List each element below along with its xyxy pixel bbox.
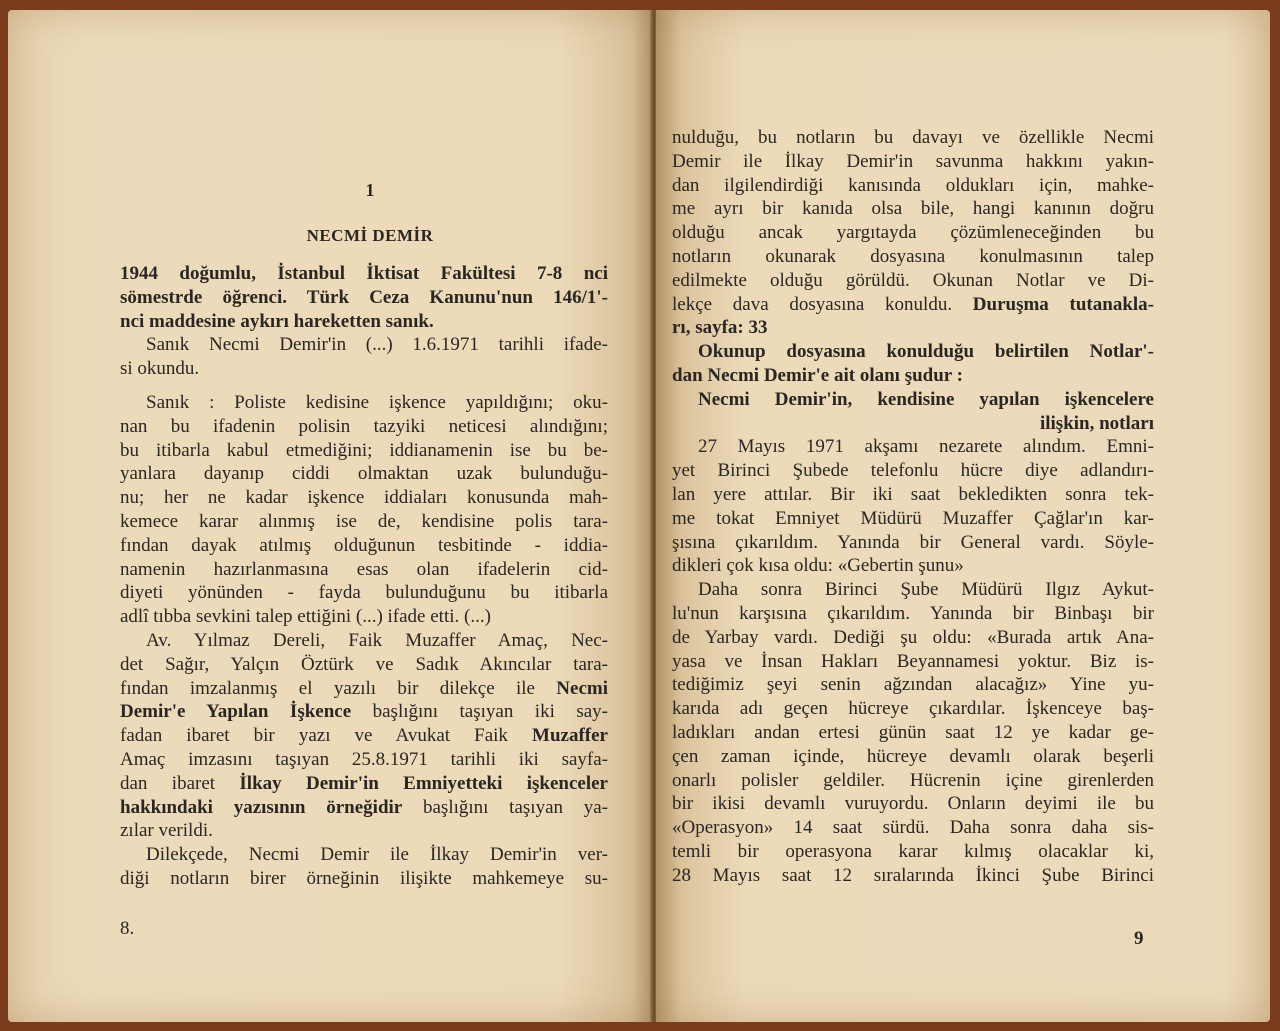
text-line: Amaç imzasını taşıyan 25.8.1971 tarihli iki sayfa-: [120, 748, 608, 770]
text-line: «Operasyon» 14 saat sürdü. Daha sonra daha sis-: [672, 817, 1154, 839]
page-number-left: 8.: [120, 918, 135, 939]
paragraph-gap: [120, 381, 608, 391]
text-line: dan Necmi Demir'e ait olanı şudur :: [672, 364, 963, 386]
text-line: diyeti yönünden - fayda bulunduğunu bu itibarla: [120, 582, 608, 604]
text-line: adlî tıbba sevkini talep ettiğini (...) ifade etti. (...): [120, 606, 491, 628]
text-line: Demir ile İlkay Demir'in savunma hakkını yakın-: [672, 150, 1154, 172]
text-line: Daha sonra Birinci Şube Müdürü Ilgız Aykut-: [698, 579, 1154, 601]
text-line: diği notların birer örneğinin ilişikte mahkemeye su-: [120, 867, 608, 889]
text-line: karıda adı geçen hücreye çıkardılar. İşkenceye baş-: [672, 698, 1154, 720]
text-line: dan ilgilendirdiği kanısında oldukları için, mahke-: [672, 174, 1154, 196]
left-page: [8, 10, 652, 1022]
text-line: nci maddesine aykırı hareketten sanık.: [120, 310, 434, 332]
text-line: dikleri çok kısa oldu: «Gebertin şunu»: [672, 555, 964, 577]
text-line: bu itibarla kabul etmediğini; iddianamenin ise bu be-: [120, 439, 608, 461]
text-line: dan ibaret İlkay Demir'in Emniyetteki işkenceler: [120, 772, 608, 794]
text-line: yasa ve İnsan Hakları Beyannamesi yoktur. Biz is-: [672, 650, 1154, 672]
text-line: notların okunarak dosyasına konulmasının talep: [672, 245, 1154, 267]
text-line: kemece karar alınmış ise de, kendisine polis tara-: [120, 510, 608, 532]
text-line: nan bu ifadenin polisin tazyiki neticesi alındığını;: [120, 415, 608, 437]
text-line: det Sağır, Yalçın Öztürk ve Sadık Akıncılar tara-: [120, 653, 608, 675]
text-line: fadan ibaret bir yazı ve Avukat Faik Muzaffer: [120, 725, 608, 747]
chapter-number: 1: [365, 180, 375, 200]
chapter-title: NECMİ DEMİR: [306, 226, 434, 245]
text-line: Sanık : Poliste kedisine işkence yapıldığını; oku-: [146, 391, 608, 413]
text-line: fından dayak atılmış olduğunun tesbitinde - iddia-: [120, 534, 608, 556]
text-line: nulduğu, bu notların bu davayı ve özellikle Necmi: [672, 127, 1154, 148]
text-line: Dilekçede, Necmi Demir ile İlkay Demir'in ver-: [146, 844, 608, 866]
text-line: si okundu.: [120, 358, 200, 380]
text-line: ladıkları andan ertesi günün saat 12 ye kadar ge-: [672, 721, 1154, 743]
page-number-right: 9: [1134, 928, 1144, 949]
text-line: rı, sayfa: 33: [672, 317, 768, 339]
text-line: olduğu ancak yargıtayda çözümleneceğinden bu: [672, 222, 1154, 244]
right-page: [656, 10, 1270, 1022]
text-line: zılar verildi.: [120, 820, 213, 842]
text-line: tediğimiz şeyi senin ağzından alacağız» Yine yu-: [672, 674, 1154, 696]
text-line: şısına çıkarıldım. Yanında bir General vardı. Söyle-: [672, 531, 1154, 553]
text-line: lu'nun karşısına çıkarıldım. Yanında bir Binbaşı bir: [672, 602, 1154, 624]
text-line: hakkındaki yazısının örneğidir başlığını taşıyan ya-: [120, 796, 608, 818]
text-line: Okunup dosyasına konulduğu belirtilen Notlar'-: [698, 341, 1154, 363]
text-line: sömestrde öğrenci. Türk Ceza Kanunu'nun 146/1'-: [120, 286, 608, 308]
text-line: ilişkin, notları: [1039, 412, 1154, 434]
text-line: yanlara dayanıp ciddi olmaktan uzak bulunduğu-: [120, 463, 608, 485]
text-line: 27 Mayıs 1971 akşamı nezarete alındım. Emni-: [698, 436, 1154, 458]
text-line: namenin hazırlanmasına esas olan ifadelerin cid-: [120, 558, 608, 580]
text-line: me ayrı bir kanıda olsa bile, hangi kanının doğru: [672, 198, 1154, 220]
text-line: Sanık Necmi Demir'in (...) 1.6.1971 tarihli ifade-: [146, 334, 608, 356]
text-line: fından imzalanmış el yazılı bir dilekçe ile Necmi: [120, 677, 608, 699]
text-line: 1944 doğumlu, İstanbul İktisat Fakültesi 7-8 nci: [120, 263, 608, 284]
text-line: Necmi Demir'in, kendisine yapılan işkencelere: [698, 388, 1154, 410]
text-line: de Yarbay vardı. Dediği şu oldu: «Burada artık Ana-: [672, 626, 1154, 648]
text-line: yet Birinci Şubede telefonlu hücre diye adlandırı-: [672, 460, 1154, 482]
text-line: edilmekte olduğu görüldü. Okunan Notlar ve Di-: [672, 269, 1154, 291]
text-line: onarlı polisler geldiler. Hücrenin içine girenlerden: [672, 769, 1154, 791]
text-line: 28 Mayıs saat 12 sıralarında İkinci Şube Birinci: [672, 864, 1154, 886]
text-line: nu; her ne kadar işkence iddiaları konusunda mah-: [120, 487, 608, 509]
text-line: me tokat Emniyet Müdürü Muzaffer Çağlar'ın kar-: [672, 507, 1154, 529]
text-line: Av. Yılmaz Dereli, Faik Muzaffer Amaç, Nec-: [146, 629, 608, 651]
right-page-text: [672, 126, 1154, 888]
text-line: çen zaman içinde, hücreye devamlı olarak beşerli: [672, 745, 1154, 767]
text-line: temli bir operasyona karar kılmış olacaklar ki,: [672, 840, 1154, 862]
text-line: lan yere attılar. Bir iki saat bekledikten sonra tek-: [672, 483, 1154, 505]
left-page-text: [120, 262, 608, 891]
text-line: Demir'e Yapılan İşkence başlığını taşıyan iki say-: [120, 701, 608, 723]
text-line: lekçe dava dosyasına konuldu. Duruşma tutanakla-: [672, 293, 1154, 315]
text-line: bir ikisi devamlı vuruyordu. Onların deyimi ile bu: [672, 793, 1154, 815]
